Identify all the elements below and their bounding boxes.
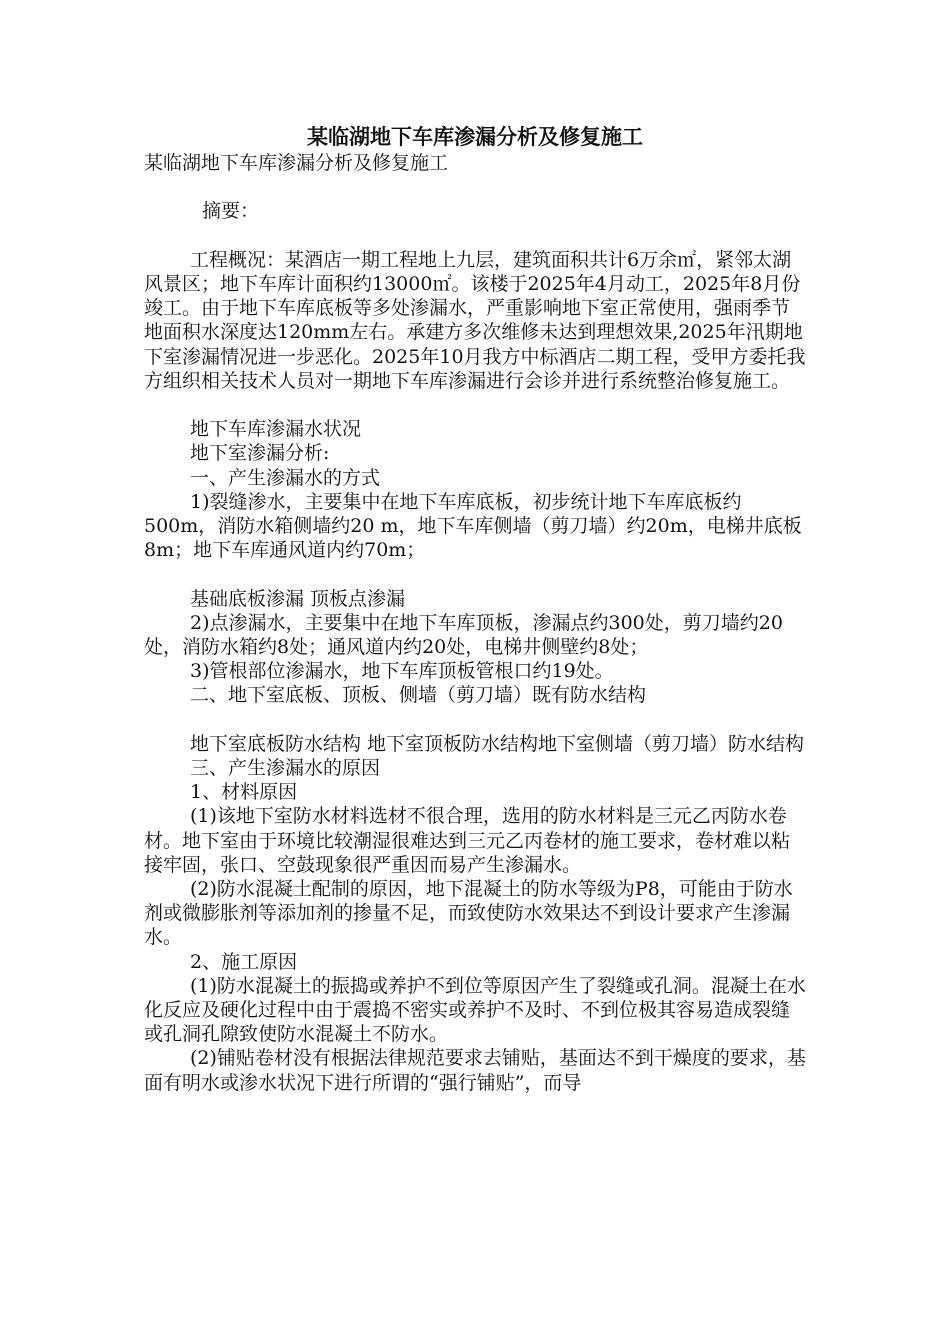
spacer <box>144 224 806 248</box>
item-1-1: 1)裂缝渗水，主要集中在地下车库底板，初步统计地下车库底板约500m，消防水箱侧墙约20 m，地下车库侧墙（剪刀墙）约20m，电梯井底板8m；地下车库通风道内约70m； <box>144 490 802 562</box>
document-body <box>144 151 806 1095</box>
spacer <box>144 175 806 199</box>
heading-2: 二、地下室底板、顶板、侧墙（剪刀墙）既有防水结构 <box>190 684 647 707</box>
item-1-3: 3)管根部位渗漏水，地下车库顶板管根口约19处。 <box>190 660 614 683</box>
item-3-1-1: (1)该地下室防水材料选材不很合理，选用的防水材料是三元乙丙防水卷材。地下室由于环境比较潮湿很难达到三元乙丙卷材的施工要求，卷材难以粘接牢固，张口、空鼓现象很严重因而易产生渗漏水。 <box>144 805 791 876</box>
document-title: 某临湖地下车库渗漏分析及修复施工 <box>307 124 643 149</box>
sub-3-1: 1、材料原因 <box>190 781 298 804</box>
spacer <box>144 562 806 586</box>
section-analysis: 地下室渗漏分析: <box>190 442 330 465</box>
document-subtitle: 某临湖地下车库渗漏分析及修复施工 <box>144 152 449 174</box>
spacer <box>144 708 806 732</box>
item-3-2-2: (2)铺贴卷材没有根据法律规范要求去铺贴，基面达不到干燥度的要求，基面有明水或渗水状况下进行所谓的“强行铺贴”，而导 <box>144 1047 806 1094</box>
overview-paragraph: 工程概况：某酒店一期工程地上九层，建筑面积共计6万余㎡，紧邻太湖风景区；地下车库计面积约13000㎡。该楼于2025年4月动工，2025年8月份竣工。由于地下车库底板等多处渗漏水，严重影响地下室正常使用，强雨季节地面积水深度达120mm左右。承建方多次维修未达到理想效果,2025年汛期地下室渗漏情况进一步恶化。2025年10月我方中标酒店二期工程，受甲方委托我方组织相关技术人员对一期地下车库渗漏进行会诊并进行系统整治修复施工。 <box>144 248 806 392</box>
item-3-2-1: (1)防水混凝土的振捣或养护不到位等原因产生了裂缝或孔洞。混凝土在水化反应及硬化过程中由于震捣不密实或养护不及时、不到位极其容易造成裂缝或孔洞孔隙致使防水混凝土不防水。 <box>144 974 806 1046</box>
item-1-2: 2)点渗漏水，主要集中在地下车库顶板，渗漏点约300处，剪刀墙约20处，消防水箱约8处；通风道内约20处，电梯井侧壁约8处； <box>144 611 783 658</box>
figure-caption-2: 地下室底板防水结构 地下室顶板防水结构地下室侧墙（剪刀墙）防水结构 <box>190 732 805 755</box>
heading-3: 三、产生渗漏水的原因 <box>190 757 381 779</box>
item-3-1-2: (2)防水混凝土配制的原因，地下混凝土的防水等级为P8，可能由于防水剂或微膨胀剂等添加剂的掺量不足，而致使防水效果达不到设计要求产生渗漏水。 <box>144 878 793 949</box>
abstract-label: 摘要： <box>202 200 260 223</box>
sub-3-2: 2、施工原因 <box>190 950 298 973</box>
figure-caption-1: 基础底板渗漏 顶板点渗漏 <box>190 587 406 610</box>
heading-1: 一、产生渗漏水的方式 <box>190 466 381 489</box>
spacer <box>144 393 806 417</box>
section-status: 地下车库渗漏水状况 <box>190 418 362 441</box>
